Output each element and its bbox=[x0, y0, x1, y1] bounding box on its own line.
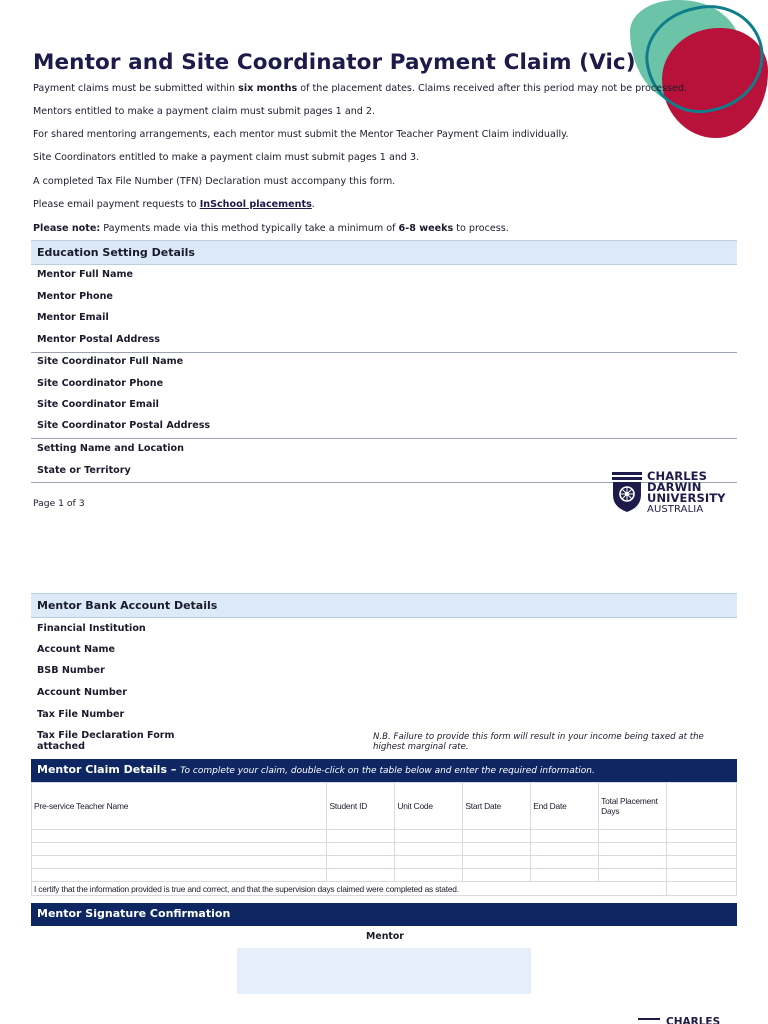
column-header: Total Placement Days bbox=[599, 783, 667, 830]
table-row[interactable] bbox=[32, 843, 737, 856]
signature-field[interactable] bbox=[237, 948, 531, 994]
divider bbox=[31, 352, 737, 353]
column-header: End Date bbox=[531, 783, 599, 830]
intro-paragraph-coordinators: Site Coordinators entitled to make a payment claim must submit pages 1 and 3. bbox=[33, 152, 420, 163]
education-section-header: Education Setting Details bbox=[31, 240, 737, 265]
field-setting-name-location[interactable]: Setting Name and Location bbox=[37, 443, 184, 454]
column-header: Start Date bbox=[463, 783, 531, 830]
signature-label: Mentor bbox=[366, 931, 404, 942]
cdu-logo bbox=[611, 471, 741, 515]
field-account-name[interactable]: Account Name bbox=[37, 644, 115, 655]
column-header: Pre-service Teacher Name bbox=[32, 783, 327, 830]
field-bsb-number[interactable]: BSB Number bbox=[37, 665, 105, 676]
logo-wordmark: CHARLES DARWIN UNIVERSITY AUSTRALIA bbox=[647, 469, 726, 515]
field-mentor-email[interactable]: Mentor Email bbox=[37, 312, 109, 323]
field-site-coordinator-full-name[interactable]: Site Coordinator Full Name bbox=[37, 356, 184, 367]
field-site-coordinator-postal-address[interactable]: Site Coordinator Postal Address bbox=[37, 420, 211, 431]
signature-section-header: Mentor Signature Confirmation bbox=[31, 903, 737, 926]
field-tfn-declaration-attached[interactable]: Tax File Declaration Form attached bbox=[37, 730, 175, 752]
column-header bbox=[667, 783, 737, 830]
field-site-coordinator-phone[interactable]: Site Coordinator Phone bbox=[37, 378, 164, 389]
claim-section-header: Mentor Claim Details – To complete your claim, double-click on the table below and enter the required information. bbox=[31, 759, 737, 782]
certification-row bbox=[32, 882, 737, 896]
field-tax-file-number[interactable]: Tax File Number bbox=[37, 709, 125, 720]
field-mentor-phone[interactable]: Mentor Phone bbox=[37, 291, 113, 302]
field-mentor-full-name[interactable]: Mentor Full Name bbox=[37, 269, 133, 280]
table-row[interactable] bbox=[32, 856, 737, 869]
intro-paragraph-email: Please email payment requests to InSchool placements. bbox=[33, 199, 315, 210]
claim-table[interactable] bbox=[31, 782, 737, 896]
intro-paragraph-shared: For shared mentoring arrangements, each mentor must submit the Mentor Teacher Payment Claim individually. bbox=[33, 129, 569, 140]
table-row[interactable] bbox=[32, 830, 737, 843]
field-account-number[interactable]: Account Number bbox=[37, 687, 127, 698]
page-title: Mentor and Site Coordinator Payment Claim (Vic) bbox=[33, 50, 636, 75]
shield-icon bbox=[611, 471, 643, 513]
inschool-placements-link[interactable]: InSchool placements bbox=[199, 199, 312, 210]
intro-paragraph-tfn: A completed Tax File Number (TFN) Declaration must accompany this form. bbox=[33, 176, 396, 187]
table-row[interactable] bbox=[32, 869, 737, 882]
divider bbox=[31, 438, 737, 439]
field-mentor-postal-address[interactable]: Mentor Postal Address bbox=[37, 334, 160, 345]
intro-paragraph-mentors: Mentors entitled to make a payment claim must submit pages 1 and 2. bbox=[33, 106, 376, 117]
intro-paragraph-note: Please note: Payments made via this method typically take a minimum of 6-8 weeks to process. bbox=[33, 223, 509, 234]
field-state-territory[interactable]: State or Territory bbox=[37, 465, 131, 476]
column-header: Unit Code bbox=[395, 783, 463, 830]
intro-paragraph-deadline: Payment claims must be submitted within six months of the placement dates. Claims received after this period may not be processed. bbox=[33, 83, 688, 94]
shield-icon bbox=[638, 1018, 660, 1024]
cdu-logo-page2: CHARLES bbox=[638, 1014, 738, 1024]
table-header-row bbox=[32, 783, 737, 830]
field-site-coordinator-email[interactable]: Site Coordinator Email bbox=[37, 399, 159, 410]
bank-section-header: Mentor Bank Account Details bbox=[31, 593, 737, 618]
column-header: Student ID bbox=[327, 783, 395, 830]
page-number: Page 1 of 3 bbox=[33, 498, 85, 509]
field-financial-institution[interactable]: Financial Institution bbox=[37, 623, 146, 634]
tfn-note: N.B. Failure to provide this form will result in your income being taxed at the highest marginal rate. bbox=[373, 732, 704, 752]
certification-text: I certify that the information provided is true and correct, and that the supervision days claimed were completed as stated. bbox=[32, 882, 667, 896]
certification-checkbox-cell[interactable] bbox=[667, 882, 737, 896]
